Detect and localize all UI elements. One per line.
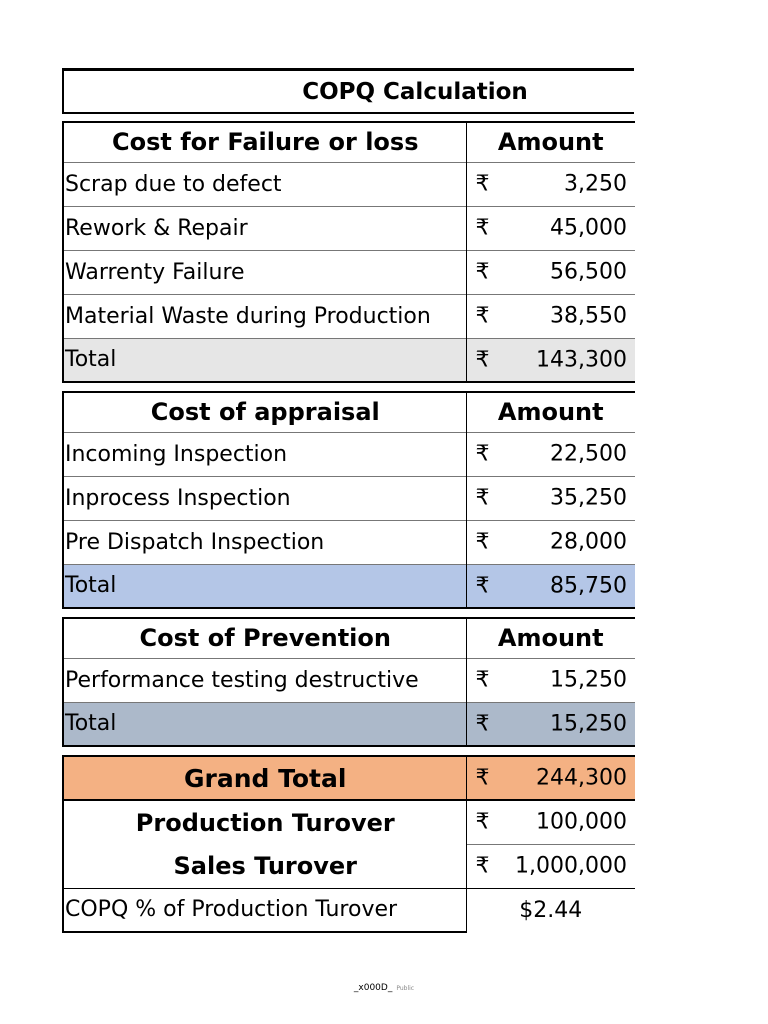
prevention-header-row	[63, 618, 635, 658]
rupee-symbol: ₹	[475, 441, 490, 467]
row-value: 45,000	[550, 215, 627, 241]
total-amount	[466, 338, 635, 382]
page-footer	[0, 983, 768, 993]
summary-table	[62, 755, 635, 933]
grand-total-amount	[466, 756, 635, 800]
production-turnover-label: Production Turover	[63, 800, 466, 844]
failure-cost-table	[62, 121, 635, 383]
footer-text: _x000D_	[353, 983, 393, 993]
rupee-symbol: ₹	[475, 485, 490, 511]
row-value: 35,250	[550, 485, 627, 511]
total-value: 143,300	[536, 347, 627, 373]
table-row	[63, 520, 635, 564]
production-turnover-row	[63, 800, 635, 844]
prevention-cost-table	[62, 617, 635, 747]
grand-total-value: 244,300	[536, 765, 627, 791]
failure-header-label: Cost for Failure or loss	[63, 122, 466, 162]
row-amount	[466, 294, 635, 338]
table-row	[63, 476, 635, 520]
rupee-symbol: ₹	[475, 573, 490, 599]
row-value: 15,250	[550, 667, 627, 693]
failure-header-amount: Amount	[466, 122, 635, 162]
row-amount	[466, 520, 635, 564]
rupee-symbol: ₹	[475, 765, 490, 791]
copq-percent-label: COPQ % of Production Turover	[63, 888, 466, 932]
row-value: 3,250	[564, 171, 627, 197]
prevention-header-amount: Amount	[466, 618, 635, 658]
total-value: 85,750	[550, 573, 627, 599]
classification-tag: Public	[396, 985, 415, 992]
prevention-header-label: Cost of Prevention	[63, 618, 466, 658]
row-label: Performance testing destructive	[63, 658, 466, 702]
total-label: Total	[63, 564, 466, 608]
failure-header-row	[63, 122, 635, 162]
grand-total-label: Grand Total	[63, 756, 466, 800]
production-turnover-amount	[466, 800, 635, 844]
rupee-symbol: ₹	[475, 809, 490, 835]
row-label: Scrap due to defect	[63, 162, 466, 206]
grand-total-row	[63, 756, 635, 800]
sheet-title	[62, 68, 634, 114]
row-amount	[466, 162, 635, 206]
sales-turnover-amount	[466, 844, 635, 888]
rupee-symbol: ₹	[475, 215, 490, 241]
rupee-symbol: ₹	[475, 171, 490, 197]
appraisal-header-row	[63, 392, 635, 432]
rupee-symbol: ₹	[475, 347, 490, 373]
appraisal-total-row	[63, 564, 635, 608]
row-amount	[466, 250, 635, 294]
appraisal-header-amount: Amount	[466, 392, 635, 432]
rupee-symbol: ₹	[475, 667, 490, 693]
row-label: Pre Dispatch Inspection	[63, 520, 466, 564]
rupee-symbol: ₹	[475, 529, 490, 555]
row-amount	[466, 658, 635, 702]
row-value: 38,550	[550, 303, 627, 329]
sales-turnover-value: 1,000,000	[515, 853, 627, 879]
rupee-symbol: ₹	[475, 853, 490, 879]
row-label: Material Waste during Production	[63, 294, 466, 338]
row-label: Rework & Repair	[63, 206, 466, 250]
prevention-total-row	[63, 702, 635, 746]
row-value: 56,500	[550, 259, 627, 285]
rupee-symbol: ₹	[475, 303, 490, 329]
copq-percent-row	[63, 888, 635, 932]
appraisal-cost-table	[62, 391, 635, 609]
table-row	[63, 250, 635, 294]
row-amount	[466, 432, 635, 476]
sheet-title-text: COPQ Calculation	[302, 78, 528, 105]
appraisal-header-label: Cost of appraisal	[63, 392, 466, 432]
table-row	[63, 206, 635, 250]
row-label: Warrenty Failure	[63, 250, 466, 294]
sales-turnover-label: Sales Turover	[63, 844, 466, 888]
row-value: 22,500	[550, 441, 627, 467]
copq-percent-value: $2.44	[466, 888, 635, 932]
failure-total-row	[63, 338, 635, 382]
total-label: Total	[63, 702, 466, 746]
table-row	[63, 162, 635, 206]
rupee-symbol: ₹	[475, 711, 490, 737]
table-row	[63, 658, 635, 702]
row-amount	[466, 206, 635, 250]
sales-turnover-row	[63, 844, 635, 888]
total-amount	[466, 564, 635, 608]
row-label: Inprocess Inspection	[63, 476, 466, 520]
row-amount	[466, 476, 635, 520]
table-row	[63, 432, 635, 476]
copq-sheet	[62, 68, 634, 933]
total-label: Total	[63, 338, 466, 382]
rupee-symbol: ₹	[475, 259, 490, 285]
total-amount	[466, 702, 635, 746]
row-value: 28,000	[550, 529, 627, 555]
row-label: Incoming Inspection	[63, 432, 466, 476]
total-value: 15,250	[550, 711, 627, 737]
production-turnover-value: 100,000	[536, 809, 627, 835]
table-row	[63, 294, 635, 338]
